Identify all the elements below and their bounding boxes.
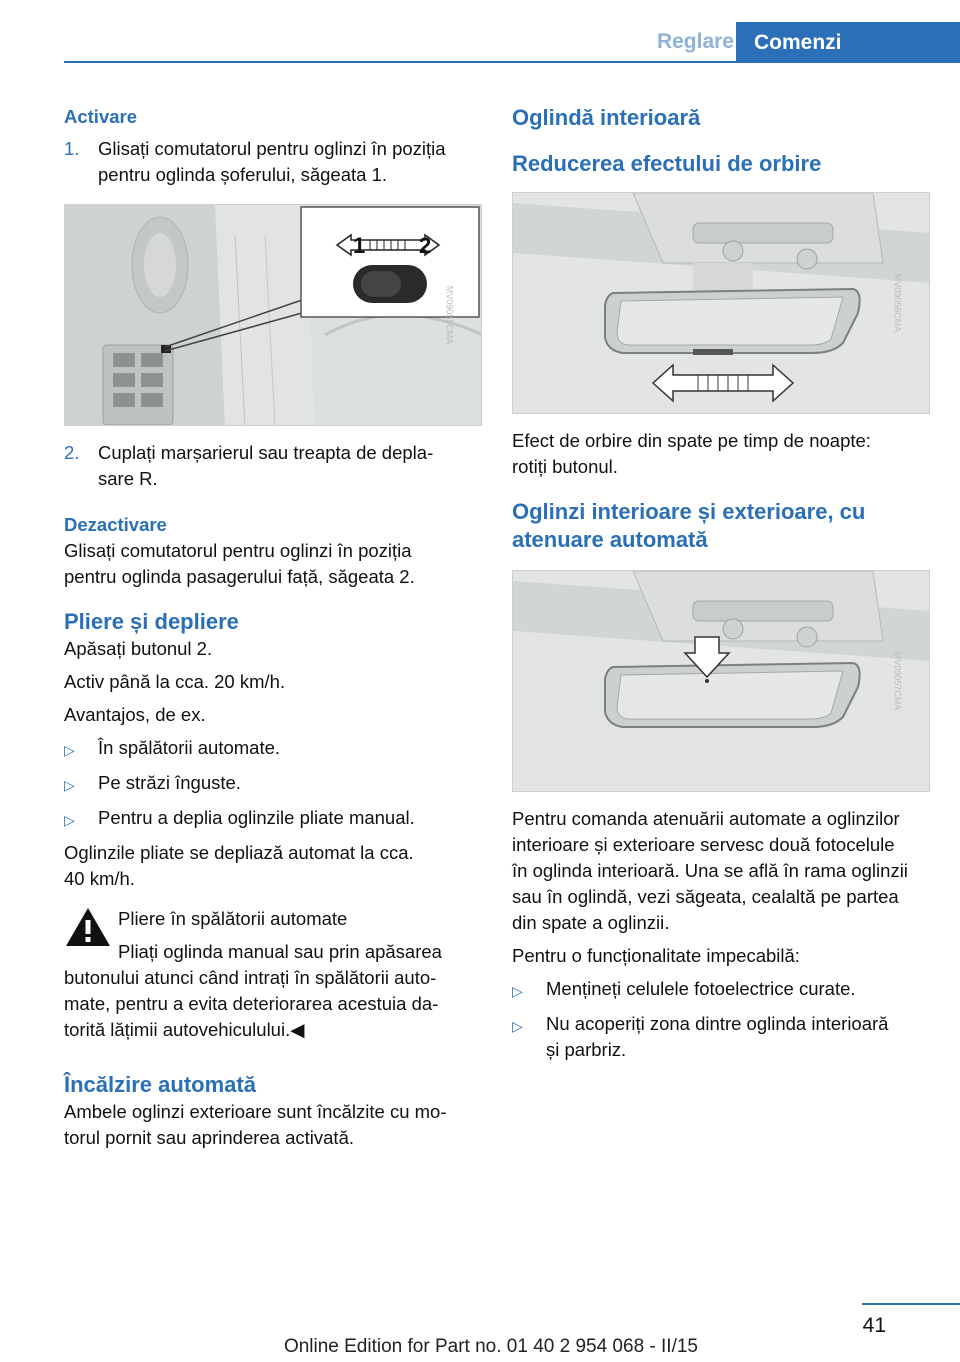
pliere-p2: Activ până la cca. 20 km/h.	[64, 671, 286, 692]
text-line: Glisați comutatorul pentru oglinzi în poziția	[64, 540, 412, 561]
pliere-p1: Apăsați butonul 2.	[64, 638, 213, 659]
triangle-right-icon: ▷	[512, 983, 523, 999]
title-line: Oglinzi interioare și exterioare, cu	[512, 499, 866, 524]
auto-dimming-figure	[512, 570, 930, 792]
step-text-line: sare R.	[98, 468, 158, 489]
svg-text:2: 2	[419, 233, 432, 258]
activare-heading: Activare	[64, 106, 138, 127]
list-item	[64, 770, 484, 798]
title-line: atenuare automată	[512, 527, 708, 552]
list-item	[64, 805, 484, 833]
triangle-right-icon: ▷	[64, 812, 75, 828]
functionality-intro: Pentru o funcționalitate impecabilă:	[512, 945, 800, 966]
header-section-label[interactable]: Reglare	[656, 30, 734, 53]
warning-title: Pliere în spălătorii automate	[118, 908, 348, 929]
list-item-text: În spălătorii automate.	[98, 737, 281, 758]
pliere-heading: Pliere și depliere	[64, 609, 239, 634]
text-line: Oglinzile pliate se depliază automat la cca.	[64, 842, 414, 863]
step-number: 1.	[64, 138, 80, 159]
step-1	[64, 136, 484, 188]
pliere-p4	[64, 840, 484, 892]
left-column	[64, 104, 484, 1151]
text-line: interioare și exterioare servesc două fotocelule	[512, 834, 895, 855]
pliere-p3: Avantajos, de ex.	[64, 704, 206, 725]
subsection-title: Reducerea efectului de orbire	[512, 151, 822, 176]
svg-text:1: 1	[353, 233, 366, 258]
triangle-right-icon: ▷	[64, 742, 75, 758]
list-item	[512, 976, 932, 1004]
text-line: mate, pentru a evita deteriorarea acestuia da‐	[64, 993, 439, 1014]
page-number: 41	[862, 1314, 886, 1337]
triangle-right-icon: ▷	[64, 777, 75, 793]
list-item-text: Pentru a deplia oglinzile pliate manual.	[98, 807, 415, 828]
list-item	[512, 1011, 932, 1063]
list-item-text: Mențineți celulele fotoelectrice curate.	[546, 978, 856, 999]
step-text-line: Glisați comutatorul pentru oglinzi în poziția	[98, 138, 446, 159]
right-column	[512, 104, 932, 1063]
door-panel-illustration	[65, 205, 482, 426]
warning-line: Pliați oglinda manual sau prin apăsarea	[118, 941, 442, 962]
warning-block	[64, 906, 484, 965]
text-line: rotiți butonul.	[512, 456, 618, 477]
text-line: din spate a oglinzii.	[512, 912, 670, 933]
subsection-title	[512, 498, 932, 554]
warning-triangle-icon	[64, 906, 112, 948]
header-active-tab[interactable]: Comenzi	[736, 22, 960, 62]
figure-code: MV09055CMA	[444, 285, 455, 345]
interior-mirror-illustration	[513, 193, 930, 414]
page-header	[64, 0, 960, 62]
header-rule	[64, 61, 960, 63]
antiglare-text	[512, 428, 932, 480]
figure-code: MV09057CMA	[892, 651, 903, 711]
auto-dimming-mirror-illustration	[513, 571, 930, 792]
text-line: Pentru comanda atenuării automate a oglinzilor	[512, 808, 900, 829]
text-line: 40 km/h.	[64, 868, 135, 889]
dezactivare-heading: Dezactivare	[64, 514, 167, 535]
text-line: pentru oglinda pasagerului față, săgeata 2.	[64, 566, 415, 587]
step-number: 2.	[64, 442, 80, 463]
step-text-line: Cuplați marșarierul sau treapta de depla‐	[98, 442, 434, 463]
list-item	[64, 735, 484, 763]
incalzire-text	[64, 1099, 484, 1151]
section-title: Oglindă interioară	[512, 105, 701, 130]
dezactivare-text	[64, 538, 484, 590]
figure-code: MV09056CMA	[892, 273, 903, 333]
text-line: butonului atunci când intrați în spălătorii auto‐	[64, 967, 437, 988]
text-line: Efect de orbire din spate pe timp de noapte:	[512, 430, 871, 451]
text-line: în oglinda interioară. Una se află în rama oglinzii	[512, 860, 908, 881]
footer-rule	[862, 1303, 960, 1305]
antiglare-mirror-figure	[512, 192, 930, 414]
step-text-line: pentru oglinda șoferului, săgeata 1.	[98, 164, 388, 185]
list-item-text: Nu acoperiți zona dintre oglinda interioară	[546, 1013, 889, 1034]
mirror-switch-figure	[64, 204, 482, 426]
step-2	[64, 440, 484, 492]
list-item-text: Pe străzi înguste.	[98, 772, 241, 793]
text-line: torită lățimii autovehiculului.◀	[64, 1019, 305, 1040]
text-line: Ambele oglinzi exterioare sunt încălzite cu mo‐	[64, 1101, 447, 1122]
list-item-text: și parbriz.	[546, 1039, 627, 1060]
triangle-right-icon: ▷	[512, 1018, 523, 1034]
warning-text	[64, 965, 484, 1043]
text-line: torul pornit sau aprinderea activată.	[64, 1127, 355, 1148]
text-line: sau în oglindă, vezi săgeata, cealaltă pe partea	[512, 886, 899, 907]
incalzire-heading: Încălzire automată	[64, 1072, 256, 1097]
edition-footer: Online Edition for Part no. 01 40 2 954 068 - II/15	[283, 1336, 698, 1357]
auto-dimming-text	[512, 806, 932, 936]
